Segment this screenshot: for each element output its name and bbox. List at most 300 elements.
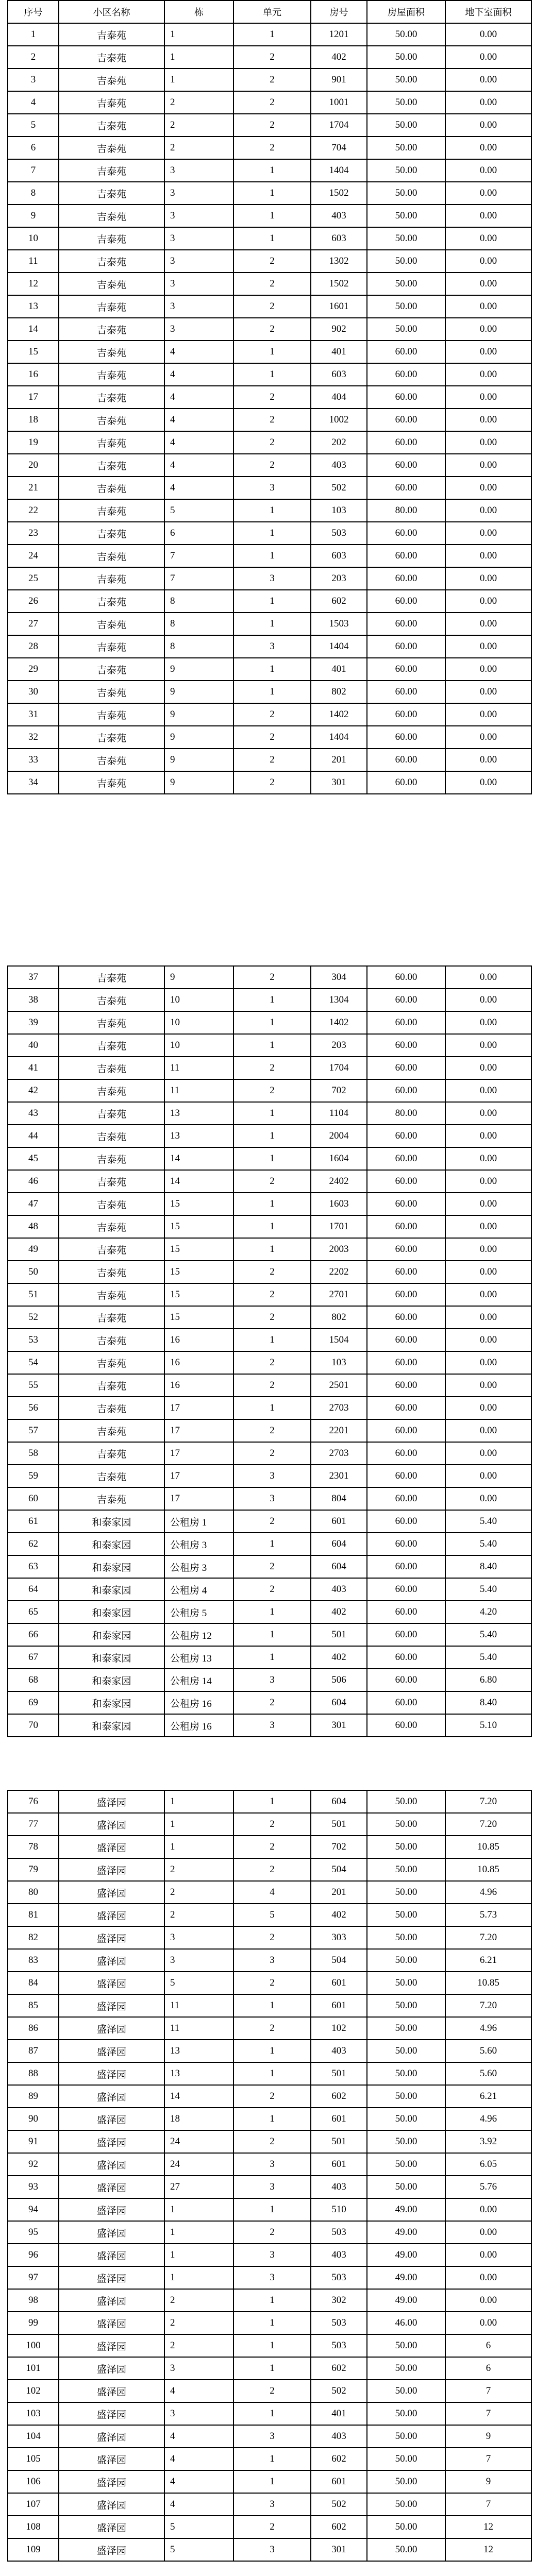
table-row xyxy=(8,2017,531,2040)
building-cell: 2 xyxy=(164,114,233,137)
seq-cell: 91 xyxy=(8,2130,59,2153)
building-cell: 1 xyxy=(164,2266,233,2289)
area-cell: 60.00 xyxy=(367,1079,445,1102)
basement-cell: 0.00 xyxy=(445,1057,531,1079)
seq-cell: 108 xyxy=(8,2516,59,2538)
community-cell: 盛泽园 xyxy=(59,2040,164,2062)
basement-cell: 0.00 xyxy=(445,635,531,658)
table-row xyxy=(8,2493,531,2516)
area-cell: 50.00 xyxy=(367,295,445,318)
building-cell: 3 xyxy=(164,159,233,182)
community-cell: 吉泰苑 xyxy=(59,1057,164,1079)
area-cell: 60.00 xyxy=(367,1601,445,1623)
seq-cell: 16 xyxy=(8,363,59,386)
building-cell: 1 xyxy=(164,2198,233,2221)
area-cell: 50.00 xyxy=(367,2357,445,2380)
building-cell: 24 xyxy=(164,2153,233,2176)
unit-cell: 2 xyxy=(233,114,311,137)
building-cell: 5 xyxy=(164,1972,233,1994)
seq-cell: 17 xyxy=(8,386,59,409)
page-3 xyxy=(0,1790,535,2562)
unit-cell: 2 xyxy=(233,2380,311,2402)
area-cell: 60.00 xyxy=(367,1125,445,1147)
seq-cell: 26 xyxy=(8,590,59,613)
room-cell: 502 xyxy=(311,2493,367,2516)
seq-cell: 109 xyxy=(8,2538,59,2561)
table-row xyxy=(8,1351,531,1374)
room-cell: 1502 xyxy=(311,182,367,205)
area-cell: 60.00 xyxy=(367,1623,445,1646)
unit-cell: 1 xyxy=(233,1329,311,1351)
room-cell: 1302 xyxy=(311,250,367,273)
seq-cell: 32 xyxy=(8,726,59,749)
basement-cell: 0.00 xyxy=(445,182,531,205)
building-cell: 18 xyxy=(164,2108,233,2130)
room-cell: 704 xyxy=(311,137,367,159)
area-cell: 49.00 xyxy=(367,2289,445,2312)
area-cell: 50.00 xyxy=(367,2380,445,2402)
seq-cell: 6 xyxy=(8,137,59,159)
area-cell: 60.00 xyxy=(367,1283,445,1306)
community-cell: 吉泰苑 xyxy=(59,1351,164,1374)
seq-cell: 40 xyxy=(8,1034,59,1057)
building-cell: 7 xyxy=(164,545,233,567)
area-cell: 49.00 xyxy=(367,2221,445,2244)
building-cell: 4 xyxy=(164,431,233,454)
building-cell: 1 xyxy=(164,1836,233,1858)
building-cell: 3 xyxy=(164,182,233,205)
seq-cell: 97 xyxy=(8,2266,59,2289)
building-cell: 15 xyxy=(164,1215,233,1238)
seq-cell: 58 xyxy=(8,1442,59,1465)
basement-cell: 0.00 xyxy=(445,681,531,703)
unit-cell: 2 xyxy=(233,703,311,726)
community-cell: 盛泽园 xyxy=(59,2448,164,2470)
seq-cell: 87 xyxy=(8,2040,59,2062)
room-cell: 401 xyxy=(311,2402,367,2425)
page-break xyxy=(0,2569,535,2576)
room-cell: 502 xyxy=(311,477,367,499)
basement-cell: 0.00 xyxy=(445,1102,531,1125)
room-cell: 804 xyxy=(311,1487,367,1510)
building-cell: 15 xyxy=(164,1238,233,1261)
listing-table xyxy=(7,965,532,1737)
unit-cell: 1 xyxy=(233,1623,311,1646)
area-cell: 60.00 xyxy=(367,1465,445,1487)
unit-cell: 1 xyxy=(233,681,311,703)
area-cell: 60.00 xyxy=(367,1193,445,1215)
basement-cell: 0.00 xyxy=(445,1011,531,1034)
community-cell: 和泰家园 xyxy=(59,1691,164,1714)
area-cell: 60.00 xyxy=(367,567,445,590)
unit-cell: 2 xyxy=(233,1306,311,1329)
table-row xyxy=(8,205,531,227)
basement-cell: 0.00 xyxy=(445,2289,531,2312)
table-row xyxy=(8,2425,531,2448)
community-cell: 盛泽园 xyxy=(59,2380,164,2402)
area-cell: 60.00 xyxy=(367,703,445,726)
community-cell: 吉泰苑 xyxy=(59,1034,164,1057)
seq-cell: 99 xyxy=(8,2312,59,2334)
seq-cell: 83 xyxy=(8,1949,59,1972)
room-cell: 603 xyxy=(311,227,367,250)
page-break xyxy=(0,1744,535,1790)
table-row xyxy=(8,1238,531,1261)
community-cell: 盛泽园 xyxy=(59,1881,164,1904)
table-row xyxy=(8,1419,531,1442)
unit-cell: 1 xyxy=(233,1790,311,1813)
room-cell: 702 xyxy=(311,1836,367,1858)
seq-cell: 98 xyxy=(8,2289,59,2312)
unit-cell: 2 xyxy=(233,1578,311,1601)
community-cell: 盛泽园 xyxy=(59,2176,164,2198)
seq-cell: 95 xyxy=(8,2221,59,2244)
unit-cell: 1 xyxy=(233,159,311,182)
basement-cell: 10.85 xyxy=(445,1836,531,1858)
table-row xyxy=(8,182,531,205)
seq-cell: 62 xyxy=(8,1533,59,1555)
seq-cell: 21 xyxy=(8,477,59,499)
community-cell: 盛泽园 xyxy=(59,2153,164,2176)
area-cell: 50.00 xyxy=(367,2017,445,2040)
community-cell: 吉泰苑 xyxy=(59,341,164,363)
room-cell: 802 xyxy=(311,681,367,703)
community-cell: 吉泰苑 xyxy=(59,726,164,749)
area-cell: 50.00 xyxy=(367,2425,445,2448)
seq-cell: 70 xyxy=(8,1714,59,1737)
basement-cell: 6.21 xyxy=(445,2085,531,2108)
area-cell: 60.00 xyxy=(367,341,445,363)
unit-cell: 1 xyxy=(233,2402,311,2425)
seq-cell: 5 xyxy=(8,114,59,137)
room-cell: 602 xyxy=(311,2085,367,2108)
table-row xyxy=(8,1125,531,1147)
room-cell: 2202 xyxy=(311,1261,367,1283)
seq-cell: 86 xyxy=(8,2017,59,2040)
basement-cell: 0.00 xyxy=(445,771,531,794)
building-cell: 公租房 12 xyxy=(164,1623,233,1646)
area-cell: 60.00 xyxy=(367,1329,445,1351)
room-cell: 1404 xyxy=(311,726,367,749)
building-cell: 6 xyxy=(164,522,233,545)
building-cell: 15 xyxy=(164,1261,233,1283)
community-cell: 吉泰苑 xyxy=(59,590,164,613)
table-row xyxy=(8,1790,531,1813)
table-row xyxy=(8,749,531,771)
unit-cell: 1 xyxy=(233,1102,311,1125)
unit-cell: 2 xyxy=(233,966,311,989)
building-cell: 3 xyxy=(164,1926,233,1949)
unit-cell: 1 xyxy=(233,1994,311,2017)
building-cell: 1 xyxy=(164,1813,233,1836)
area-cell: 60.00 xyxy=(367,771,445,794)
basement-cell: 0.00 xyxy=(445,703,531,726)
community-cell: 吉泰苑 xyxy=(59,1125,164,1147)
seq-cell: 2 xyxy=(8,46,59,69)
area-cell: 50.00 xyxy=(367,205,445,227)
area-cell: 60.00 xyxy=(367,635,445,658)
basement-cell: 0.00 xyxy=(445,2198,531,2221)
table-row xyxy=(8,454,531,477)
seq-cell: 33 xyxy=(8,749,59,771)
area-cell: 60.00 xyxy=(367,1351,445,1374)
table-row xyxy=(8,1881,531,1904)
seq-cell: 77 xyxy=(8,1813,59,1836)
basement-cell: 6.21 xyxy=(445,1949,531,1972)
unit-cell: 3 xyxy=(233,567,311,590)
community-cell: 盛泽园 xyxy=(59,2221,164,2244)
table-row xyxy=(8,2266,531,2289)
basement-cell: 7.20 xyxy=(445,1813,531,1836)
basement-cell: 0.00 xyxy=(445,227,531,250)
unit-cell: 2 xyxy=(233,1836,311,1858)
community-cell: 吉泰苑 xyxy=(59,227,164,250)
table-row xyxy=(8,1283,531,1306)
room-cell: 403 xyxy=(311,2244,367,2266)
seq-cell: 43 xyxy=(8,1102,59,1125)
room-cell: 1001 xyxy=(311,91,367,114)
unit-cell: 2 xyxy=(233,295,311,318)
unit-cell: 1 xyxy=(233,205,311,227)
unit-cell: 3 xyxy=(233,2493,311,2516)
area-cell: 60.00 xyxy=(367,1714,445,1737)
unit-cell: 1 xyxy=(233,989,311,1011)
room-cell: 503 xyxy=(311,522,367,545)
community-cell: 盛泽园 xyxy=(59,1813,164,1836)
unit-cell: 1 xyxy=(233,1011,311,1034)
community-cell: 吉泰苑 xyxy=(59,613,164,635)
building-cell: 3 xyxy=(164,205,233,227)
table-row xyxy=(8,703,531,726)
community-cell: 和泰家园 xyxy=(59,1646,164,1669)
unit-cell: 4 xyxy=(233,1881,311,1904)
area-cell: 60.00 xyxy=(367,1170,445,1193)
room-cell: 201 xyxy=(311,749,367,771)
seq-cell: 102 xyxy=(8,2380,59,2402)
building-cell: 14 xyxy=(164,2085,233,2108)
room-cell: 203 xyxy=(311,567,367,590)
area-cell: 60.00 xyxy=(367,386,445,409)
room-cell: 1502 xyxy=(311,273,367,295)
table-row xyxy=(8,2448,531,2470)
area-cell: 60.00 xyxy=(367,1147,445,1170)
community-cell: 吉泰苑 xyxy=(59,749,164,771)
room-cell: 1704 xyxy=(311,114,367,137)
seq-cell: 3 xyxy=(8,69,59,91)
area-cell: 50.00 xyxy=(367,69,445,91)
room-cell: 1404 xyxy=(311,159,367,182)
area-cell: 60.00 xyxy=(367,1510,445,1533)
seq-cell: 7 xyxy=(8,159,59,182)
unit-cell: 1 xyxy=(233,613,311,635)
unit-cell: 2 xyxy=(233,2017,311,2040)
table-row xyxy=(8,1646,531,1669)
seq-cell: 94 xyxy=(8,2198,59,2221)
seq-cell: 25 xyxy=(8,567,59,590)
page-break xyxy=(0,920,535,965)
community-cell: 盛泽园 xyxy=(59,2198,164,2221)
basement-cell: 0.00 xyxy=(445,1306,531,1329)
basement-cell: 0.00 xyxy=(445,1147,531,1170)
community-cell: 吉泰苑 xyxy=(59,1170,164,1193)
room-cell: 402 xyxy=(311,1646,367,1669)
building-cell: 11 xyxy=(164,1994,233,2017)
area-cell: 50.00 xyxy=(367,2153,445,2176)
table-row xyxy=(8,1510,531,1533)
community-cell: 盛泽园 xyxy=(59,2108,164,2130)
room-cell: 2004 xyxy=(311,1125,367,1147)
table-row xyxy=(8,2380,531,2402)
seq-cell: 9 xyxy=(8,205,59,227)
community-cell: 盛泽园 xyxy=(59,1904,164,1926)
table-row xyxy=(8,23,531,46)
seq-cell: 85 xyxy=(8,1994,59,2017)
basement-cell: 0.00 xyxy=(445,137,531,159)
seq-cell: 96 xyxy=(8,2244,59,2266)
building-cell: 16 xyxy=(164,1351,233,1374)
seq-cell: 68 xyxy=(8,1669,59,1691)
community-cell: 吉泰苑 xyxy=(59,363,164,386)
room-cell: 604 xyxy=(311,1790,367,1813)
unit-cell: 1 xyxy=(233,590,311,613)
basement-cell: 7 xyxy=(445,2448,531,2470)
unit-cell: 2 xyxy=(233,1374,311,1397)
room-cell: 802 xyxy=(311,1306,367,1329)
column-header: 单元 xyxy=(233,1,311,23)
seq-cell: 104 xyxy=(8,2425,59,2448)
area-cell: 50.00 xyxy=(367,91,445,114)
basement-cell: 0.00 xyxy=(445,1351,531,1374)
room-cell: 603 xyxy=(311,545,367,567)
building-cell: 15 xyxy=(164,1283,233,1306)
building-cell: 公租房 16 xyxy=(164,1714,233,1737)
building-cell: 1 xyxy=(164,2244,233,2266)
unit-cell: 2 xyxy=(233,2516,311,2538)
community-cell: 和泰家园 xyxy=(59,1510,164,1533)
area-cell: 60.00 xyxy=(367,749,445,771)
basement-cell: 0.00 xyxy=(445,46,531,69)
community-cell: 吉泰苑 xyxy=(59,1465,164,1487)
building-cell: 2 xyxy=(164,1881,233,1904)
seq-cell: 51 xyxy=(8,1283,59,1306)
basement-cell: 12 xyxy=(445,2516,531,2538)
room-cell: 601 xyxy=(311,1972,367,1994)
community-cell: 吉泰苑 xyxy=(59,1306,164,1329)
table-row xyxy=(8,159,531,182)
community-cell: 吉泰苑 xyxy=(59,1079,164,1102)
basement-cell: 7.20 xyxy=(445,1926,531,1949)
room-cell: 1704 xyxy=(311,1057,367,1079)
table-row xyxy=(8,1057,531,1079)
unit-cell: 3 xyxy=(233,477,311,499)
building-cell: 5 xyxy=(164,2516,233,2538)
community-cell: 吉泰苑 xyxy=(59,431,164,454)
unit-cell: 3 xyxy=(233,1669,311,1691)
table-row xyxy=(8,2040,531,2062)
room-cell: 504 xyxy=(311,1858,367,1881)
room-cell: 601 xyxy=(311,1994,367,2017)
seq-cell: 84 xyxy=(8,1972,59,1994)
building-cell: 2 xyxy=(164,137,233,159)
building-cell: 4 xyxy=(164,2380,233,2402)
building-cell: 3 xyxy=(164,2357,233,2380)
room-cell: 202 xyxy=(311,431,367,454)
area-cell: 50.00 xyxy=(367,1858,445,1881)
seq-cell: 41 xyxy=(8,1057,59,1079)
table-row xyxy=(8,114,531,137)
page-1 xyxy=(0,0,535,794)
unit-cell: 3 xyxy=(233,2153,311,2176)
seq-cell: 31 xyxy=(8,703,59,726)
unit-cell: 1 xyxy=(233,1397,311,1419)
table-row xyxy=(8,273,531,295)
community-cell: 盛泽园 xyxy=(59,1858,164,1881)
seq-cell: 44 xyxy=(8,1125,59,1147)
room-cell: 2003 xyxy=(311,1238,367,1261)
community-cell: 吉泰苑 xyxy=(59,989,164,1011)
area-cell: 50.00 xyxy=(367,1926,445,1949)
room-cell: 403 xyxy=(311,454,367,477)
seq-cell: 29 xyxy=(8,658,59,681)
area-cell: 60.00 xyxy=(367,590,445,613)
table-row xyxy=(8,1487,531,1510)
table-row xyxy=(8,2108,531,2130)
community-cell: 吉泰苑 xyxy=(59,137,164,159)
unit-cell: 3 xyxy=(233,2266,311,2289)
unit-cell: 2 xyxy=(233,1926,311,1949)
unit-cell: 2 xyxy=(233,386,311,409)
table-row xyxy=(8,2357,531,2380)
unit-cell: 2 xyxy=(233,1555,311,1578)
building-cell: 11 xyxy=(164,1079,233,1102)
table-row xyxy=(8,613,531,635)
area-cell: 60.00 xyxy=(367,409,445,431)
table-row xyxy=(8,1669,531,1691)
basement-cell: 0.00 xyxy=(445,363,531,386)
table-row xyxy=(8,1836,531,1858)
area-cell: 60.00 xyxy=(367,1555,445,1578)
area-cell: 60.00 xyxy=(367,1057,445,1079)
basement-cell: 7 xyxy=(445,2380,531,2402)
table-row xyxy=(8,1465,531,1487)
area-cell: 50.00 xyxy=(367,1904,445,1926)
room-cell: 601 xyxy=(311,2470,367,2493)
basement-cell: 10.85 xyxy=(445,1972,531,1994)
area-cell: 50.00 xyxy=(367,137,445,159)
building-cell: 4 xyxy=(164,2470,233,2493)
basement-cell: 6 xyxy=(445,2334,531,2357)
unit-cell: 2 xyxy=(233,409,311,431)
area-cell: 50.00 xyxy=(367,114,445,137)
room-cell: 1701 xyxy=(311,1215,367,1238)
community-cell: 吉泰苑 xyxy=(59,966,164,989)
unit-cell: 2 xyxy=(233,1858,311,1881)
unit-cell: 2 xyxy=(233,1510,311,1533)
room-cell: 402 xyxy=(311,1601,367,1623)
column-header: 房号 xyxy=(311,1,367,23)
community-cell: 和泰家园 xyxy=(59,1555,164,1578)
unit-cell: 1 xyxy=(233,499,311,522)
area-cell: 50.00 xyxy=(367,2176,445,2198)
table-row xyxy=(8,499,531,522)
building-cell: 17 xyxy=(164,1397,233,1419)
table-row xyxy=(8,966,531,989)
room-cell: 501 xyxy=(311,1623,367,1646)
basement-cell: 7.20 xyxy=(445,1994,531,2017)
table-row xyxy=(8,2221,531,2244)
building-cell: 1 xyxy=(164,2221,233,2244)
basement-cell: 12 xyxy=(445,2538,531,2561)
